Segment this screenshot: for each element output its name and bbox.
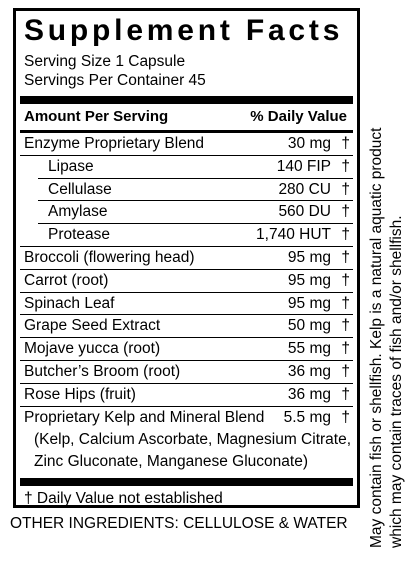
nutrient-name: Grape Seed Extract xyxy=(24,317,161,335)
nutrient-name: Mojave yucca (root) xyxy=(24,340,161,358)
nutrient-row xyxy=(20,156,353,179)
daily-value-mark: † xyxy=(341,180,350,198)
nutrient-amount: 36 mg xyxy=(287,385,331,403)
nutrient-row xyxy=(20,361,353,384)
other-ingredients: OTHER INGREDIENTS: CELLULOSE & WATER xyxy=(10,515,348,532)
nutrient-name: Broccoli (flowering head) xyxy=(24,248,195,266)
nutrient-row xyxy=(20,224,353,247)
nutrient-name: Butcher’s Broom (root) xyxy=(24,362,181,380)
nutrient-amount: 140 FIP xyxy=(276,157,331,175)
nutrient-amount: 5.5 mg xyxy=(283,408,331,426)
nutrient-amount: 55 mg xyxy=(287,340,331,358)
daily-value-mark: † xyxy=(341,157,350,175)
allergen-warning-line-1: May contain fish or shellfish. Kelp is a natural aquatic product xyxy=(368,127,385,548)
daily-value-header: % Daily Value xyxy=(250,108,347,125)
daily-value-mark: † xyxy=(341,135,350,152)
nutrient-row xyxy=(20,293,353,316)
allergen-warning xyxy=(367,28,407,548)
nutrient-row xyxy=(20,338,353,361)
nutrient-row xyxy=(20,270,353,293)
nutrient-amount: 95 mg xyxy=(287,248,331,266)
thick-divider-bottom xyxy=(20,478,353,486)
nutrient-row xyxy=(20,133,353,156)
nutrient-row xyxy=(20,179,353,202)
nutrient-row xyxy=(20,407,353,475)
allergen-warning-line-2: which may contain traces of fish and/or shellfish. xyxy=(388,215,405,548)
nutrient-name: Lipase xyxy=(48,157,94,175)
nutrient-amount: 560 DU xyxy=(278,203,331,221)
nutrient-name: Carrot (root) xyxy=(24,271,109,289)
serving-size: Serving Size 1 Capsule xyxy=(24,53,186,70)
nutrient-name: Rose Hips (fruit) xyxy=(24,385,136,403)
nutrient-amount: 50 mg xyxy=(287,317,331,335)
daily-value-mark: † xyxy=(341,294,350,312)
nutrient-name: Proprietary Kelp and Mineral Blend xyxy=(24,408,265,426)
daily-value-mark: † xyxy=(341,203,350,221)
nutrient-row xyxy=(20,247,353,270)
nutrient-amount: 30 mg xyxy=(287,135,331,152)
nutrient-amount: 280 CU xyxy=(278,180,331,198)
nutrient-row xyxy=(20,201,353,224)
daily-value-footnote: † Daily Value not established xyxy=(24,490,223,507)
nutrient-rows xyxy=(20,133,353,475)
daily-value-mark: † xyxy=(341,317,350,335)
nutrient-amount: 36 mg xyxy=(287,362,331,380)
servings-per-container: Servings Per Container 45 xyxy=(24,72,206,89)
nutrient-name: Cellulase xyxy=(48,180,112,198)
nutrient-row xyxy=(20,315,353,338)
nutrient-name: Enzyme Proprietary Blend xyxy=(24,135,205,152)
nutrient-name: Spinach Leaf xyxy=(24,294,115,312)
nutrient-amount: 95 mg xyxy=(287,271,331,289)
daily-value-mark: † xyxy=(341,385,350,403)
nutrient-name: Amylase xyxy=(48,203,108,221)
nutrient-amount: 1,740 HUT xyxy=(256,226,331,244)
amount-per-serving-header: Amount Per Serving xyxy=(24,108,169,125)
daily-value-mark: † xyxy=(341,271,350,289)
blend-ingredients: (Kelp, Calcium Ascorbate, Magnesium Citrate, Zinc Gluconate, Manganese Gluconate) xyxy=(34,430,352,470)
daily-value-mark: † xyxy=(341,226,350,244)
nutrient-amount: 95 mg xyxy=(287,294,331,312)
supplement-facts-panel xyxy=(13,8,360,508)
daily-value-mark: † xyxy=(341,248,350,266)
thick-divider-top xyxy=(20,96,353,104)
daily-value-mark: † xyxy=(341,408,350,426)
nutrient-row xyxy=(20,384,353,407)
nutrient-name: Protease xyxy=(48,226,111,244)
daily-value-mark: † xyxy=(341,340,350,358)
daily-value-mark: † xyxy=(341,362,350,380)
panel-title: Supplement Facts xyxy=(24,14,344,47)
